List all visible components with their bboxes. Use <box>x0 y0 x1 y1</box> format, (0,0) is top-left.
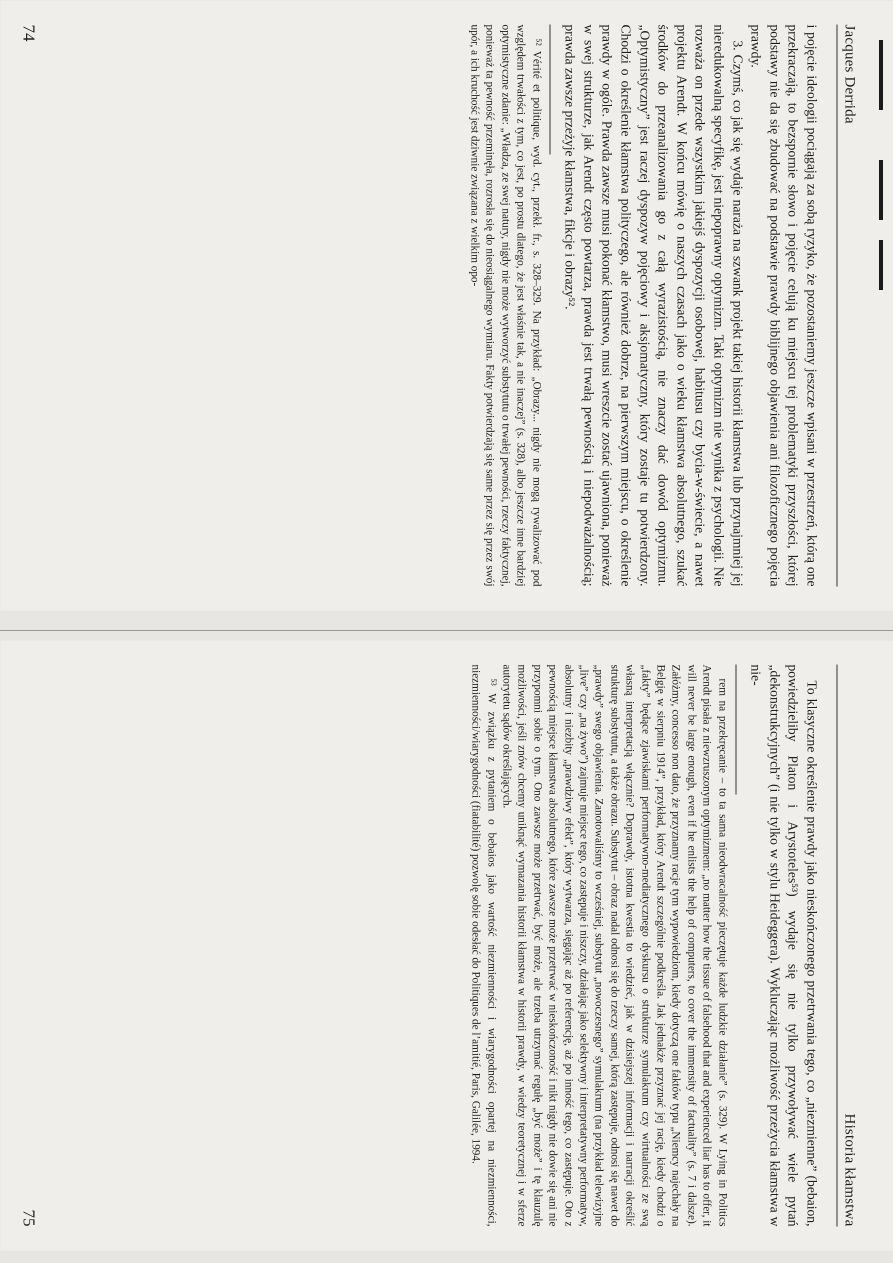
running-head <box>836 664 857 1226</box>
left-page <box>0 0 893 610</box>
body-text <box>746 664 820 1226</box>
footnote-rule <box>549 24 550 154</box>
scan-edge-mark <box>879 160 883 220</box>
body-text <box>560 24 820 586</box>
page-gutter <box>0 630 893 631</box>
right-page <box>0 640 893 1250</box>
footnote: ⁵² Vérité et politique, wyd. cyt., przekł. fr., s. 328–329. Na przykład: „Obrazy... nigdy nie mogą rywalizować pod względem trwałości z tym, co jest, po prostu dlatego, że jest właśnie tak, a nie inaczej” (s. 328), albo jeszcze inne bardziej optymistyczne zdanie: „Władza, ze swej natury, nigdy nie może wytworzyć substytutu o trwałej pewności, rzeczy faktycznej, ponieważ ta pewność przeminęła, rozrosła się do nieosiągalnego wymiaru. Fakty potwierdzają się same przez się przez swój upór, a ich kruchość jest dziwnie związana z wielkim opo- <box>468 24 542 586</box>
footnotes <box>466 24 543 586</box>
running-head <box>836 24 857 586</box>
footnote-rule <box>735 664 736 794</box>
page-number: 75 <box>19 1209 38 1226</box>
scan-edge-mark <box>879 240 883 290</box>
page-number: 74 <box>19 24 38 41</box>
paragraph: 3. Czymś, co jak się wydaje naraża na szwank projekt takiej historii kłamstwa lub przynajmniej jej nieredukowalną specyfikę, jest niepoprawny optymizm. Taki optymizm nie wynika z psychologii. Nie rozważa on przede wszystkim jakiejś dyspozycji osobowej, habitusu czy bycia-w-świecie, a nawet projektu Arendt. W końcu mówię o naszych czasach jako o wieku kłamstwa absolutnego, szukać środków do przeanalizowania go z całą wyrazistością, nie znaczy dać dowód optymizmu. „Optymistyczny” jest raczej dyspozyw pojęciowy i aksjomatyczny, który zostaje tu potwierdzony. Chodzi o określenie kłamstwa polityczego, ale również dobrze, na pierwszym miejscu, o określenie prawdy w ogóle. Prawda zawsze musi pokonać kłamstwo, musi wreszcie zostać ujawniona, ponieważ w swej strukturze, jak Arendt często powtarza, prawda jest trwałą pewnością i niepodważalnością; prawda zawsze przeżyje kłamstwa, fikcje i obrazy⁵². <box>562 24 745 586</box>
footnotes <box>467 664 729 1226</box>
scan-edge-mark <box>879 40 883 110</box>
paragraph: i pojęcie ideologii pociągają za sobą ryzyko, że pozostaniemy jeszcze wpisani w przestrzeń, którą one przekraczają, to bezspornie słowo i pojęcie celują ku miejscu tej problematyki przyszłości, której podstawy nie da się zbudować na podstawie prawdy biblijnego objawienia ani filozoficznego pojęcia prawdy. <box>748 24 819 586</box>
running-head-title: Historia kłamstwa <box>841 1113 857 1226</box>
footnote: rem na przekręcanie – to ta sama nieodwracalność pieczętuje każde ludzkie działanie” (s. 329). W Lying in Politics Arendt pisała z niewzruszonym optymizmem: „no matter how the tissue of falsehood that and experienced liar has to offer, it will never be large enough, even if he enlists the help of computers, to cover the immensity of factuality” (s. 7 i dalsze). Załóżmy, concesso non dato, że przyznamy racje tym wypowiedziom, kiedy dotyczą one faktów typu „Niemcy najechały na Belgię w sierpniu 1914”, przykład, który Arendt szczególnie podkreśla. Jak jednakże przyznać jej rację, kiedy chodzi o „fakty” będące zjawiskami performatywno-mediatycznego dyskursu o strukturze symulakrum czy wirtualności ze swą własną interpretacją włącznie? Doprawdy, istotna kwestia to wiedzieć, jak w dzisiejszej informacji i narracji określić strukturę substytutu, a także obrazu. Substytut – obraz nadal odnosi się do rzeczy samej, którą zastępuje, odnosi się nawet do „prawdy” swego objawienia. Zanotowaliśmy to wcześniej, substytut „nowoczesnego” symulakrum (na przykład telewizyjne „live” czy „na żywo”) zajmuje miejsce tego, co zastępuje i niszczy, działając jako selektywny i interpretatywny performatyw, absolutny i niezbity „prawdziwy efekt”, który wytwarza, sięgając aż po referencję, aż po inność tego, co zastępuje. Oto z pewnością miejsce kłamstwa absolutnego, które zawsze może przetrwać w nieskończoność i nikt nigdy nie dowie się ani nie przypomni sobie o tym. Ono zawsze może przetrwać, być może, ale trzeba utrzymać regułę „być może” i tę klauzulę możliwości, jeśli znów chcemy uniknąć wymazania historii kłamstwa w historii prawdy, w wiedzy teoretycznej i w sferze autorytetu sądów określających. <box>499 664 728 1226</box>
running-head-title: Jacques Derrida <box>841 24 857 124</box>
footnote: ⁵³ W związku z pytaniem o bebaios jako wartość niezmienności i wiarygodności opartej na niezmienności, niezmienności/wiarygodności (fiatabilité) pozwolę sobie odesłać do Politiques de l’amitié, Paris, Galilée, 1994. <box>469 664 497 1226</box>
paragraph: To klasyczne określenie prawdy jako nieskończonego przetrwania tego, co „niezmienne” (bebaion, powiedzieliby Platon i Arystoteles⁵³) wydaje się nie tylko przywoływać wiele pytań „dekonstrukcyjnych” (i nie tylko w stylu Heideggera). Wykluczając możliwość przeżycia kłamstwa w nie- <box>748 664 819 1226</box>
